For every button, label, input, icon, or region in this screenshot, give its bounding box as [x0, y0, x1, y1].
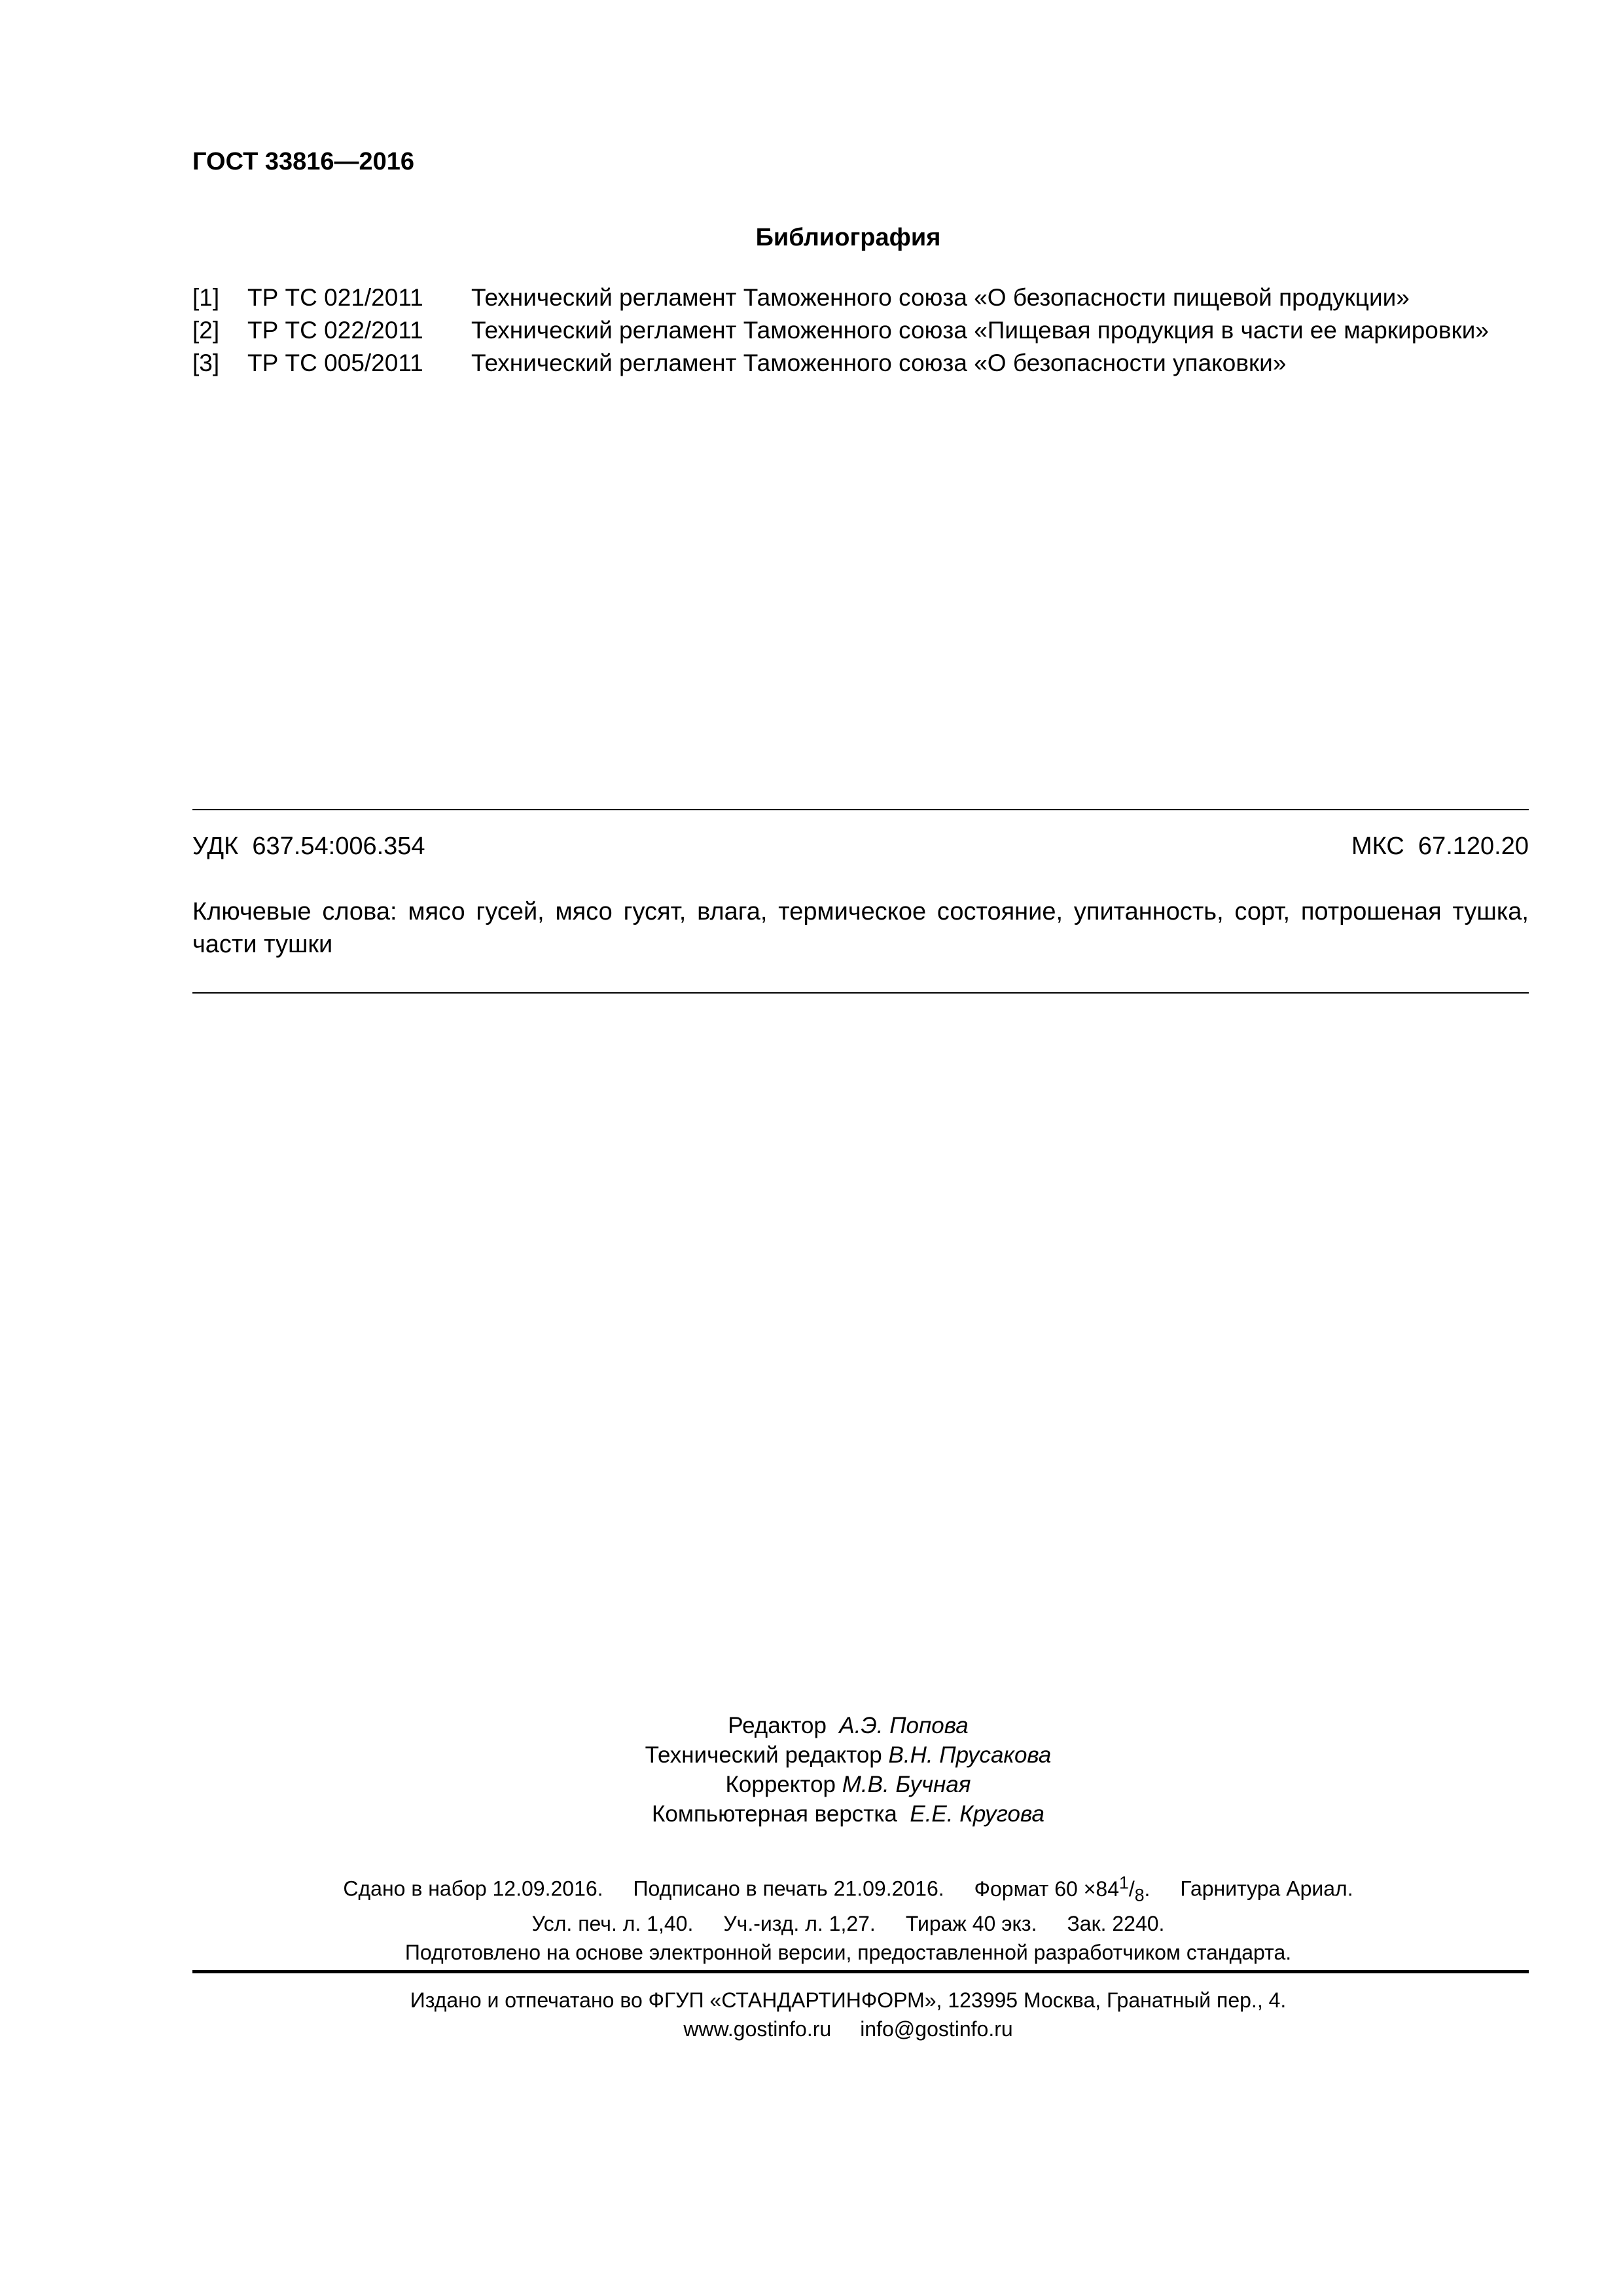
mks-code: МКС 67.120.20 [1351, 833, 1529, 860]
credit-corrector [0, 1770, 1623, 1799]
credit-corrector-label: Корректор [725, 1772, 836, 1797]
print-sent: Сдано в набор 12.09.2016. [343, 1876, 603, 1901]
print-info-line-2 [0, 1909, 1623, 1938]
credit-layout-name: Е.Е. Кругова [910, 1801, 1044, 1827]
print-sheets: Усл. печ. л. 1,40. [531, 1912, 694, 1936]
bibliography-list [192, 281, 1527, 380]
credit-editor-label: Редактор [728, 1713, 827, 1738]
print-typeface: Гарнитура Ариал. [1180, 1876, 1353, 1901]
credit-tech-editor-name: В.Н. Прусакова [888, 1742, 1052, 1768]
bibliography-number: [2] [192, 317, 220, 344]
bibliography-text: Технический регламент Таможенного союза «О безопасности пищевой продукции» [471, 284, 1410, 311]
credit-corrector-name: М.В. Бучная [842, 1772, 971, 1797]
udk-code: УДК 637.54:006.354 [192, 833, 425, 860]
bibliography-item [192, 347, 1527, 380]
credit-tech-editor-label: Технический редактор [645, 1742, 882, 1768]
print-signed: Подписано в печать 21.09.2016. [633, 1876, 944, 1901]
divider-bottom [192, 1970, 1529, 1973]
publisher-email: info@gostinfo.ru [860, 2017, 1013, 2041]
document-code: ГОСТ 33816—2016 [192, 148, 415, 175]
print-prepared: Подготовлено на основе электронной версии, предоставленной разработчиком стандарта. [404, 1941, 1292, 1965]
bibliography-code: ТР ТС 021/2011 [247, 284, 423, 311]
publisher-line: Издано и отпечатано во ФГУП «СТАНДАРТИНФОРМ», 123995 Москва, Гранатный пер., 4. [410, 1988, 1287, 2012]
divider-middle [192, 992, 1529, 994]
credit-editor [0, 1711, 1623, 1740]
bibliography-number: [3] [192, 350, 220, 376]
publisher-website: www.gostinfo.ru [683, 2017, 832, 2041]
print-order: Зак. 2240. [1067, 1912, 1165, 1936]
credit-layout-label: Компьютерная верстка [652, 1801, 897, 1827]
credit-tech-editor [0, 1740, 1623, 1770]
credit-layout [0, 1799, 1623, 1829]
publisher-contacts [0, 2015, 1623, 2043]
print-info [0, 1868, 1623, 1967]
keywords: Ключевые слова: мясо гусей, мясо гусят, влага, термическое состояние, упитанность, сорт, потрошеная тушка, части тушки [192, 898, 1529, 958]
bibliography-code: ТР ТС 022/2011 [247, 317, 423, 344]
print-format: Формат $60 \times 84^1/_8$. [974, 1873, 1150, 1905]
bibliography-item [192, 314, 1527, 347]
divider-top [192, 809, 1529, 810]
print-info-line-1 [0, 1868, 1623, 1909]
publisher-block [0, 1986, 1623, 2043]
bibliography-number: [1] [192, 284, 220, 311]
bibliography-code: ТР ТС 005/2011 [247, 350, 423, 376]
bibliography-item [192, 281, 1527, 314]
bibliography-title: Библиография [755, 224, 941, 251]
bibliography-text: Технический регламент Таможенного союза «О безопасности упаковки» [471, 350, 1287, 376]
print-pub-sheets: Уч.-изд. л. 1,27. [723, 1912, 876, 1936]
bibliography-text: Технический регламент Таможенного союза «Пищевая продукция в части ее маркировки» [471, 317, 1489, 344]
print-run: Тираж 40 экз. [905, 1912, 1037, 1936]
credits-block [0, 1711, 1623, 1829]
credit-editor-name: А.Э. Попова [839, 1713, 969, 1738]
